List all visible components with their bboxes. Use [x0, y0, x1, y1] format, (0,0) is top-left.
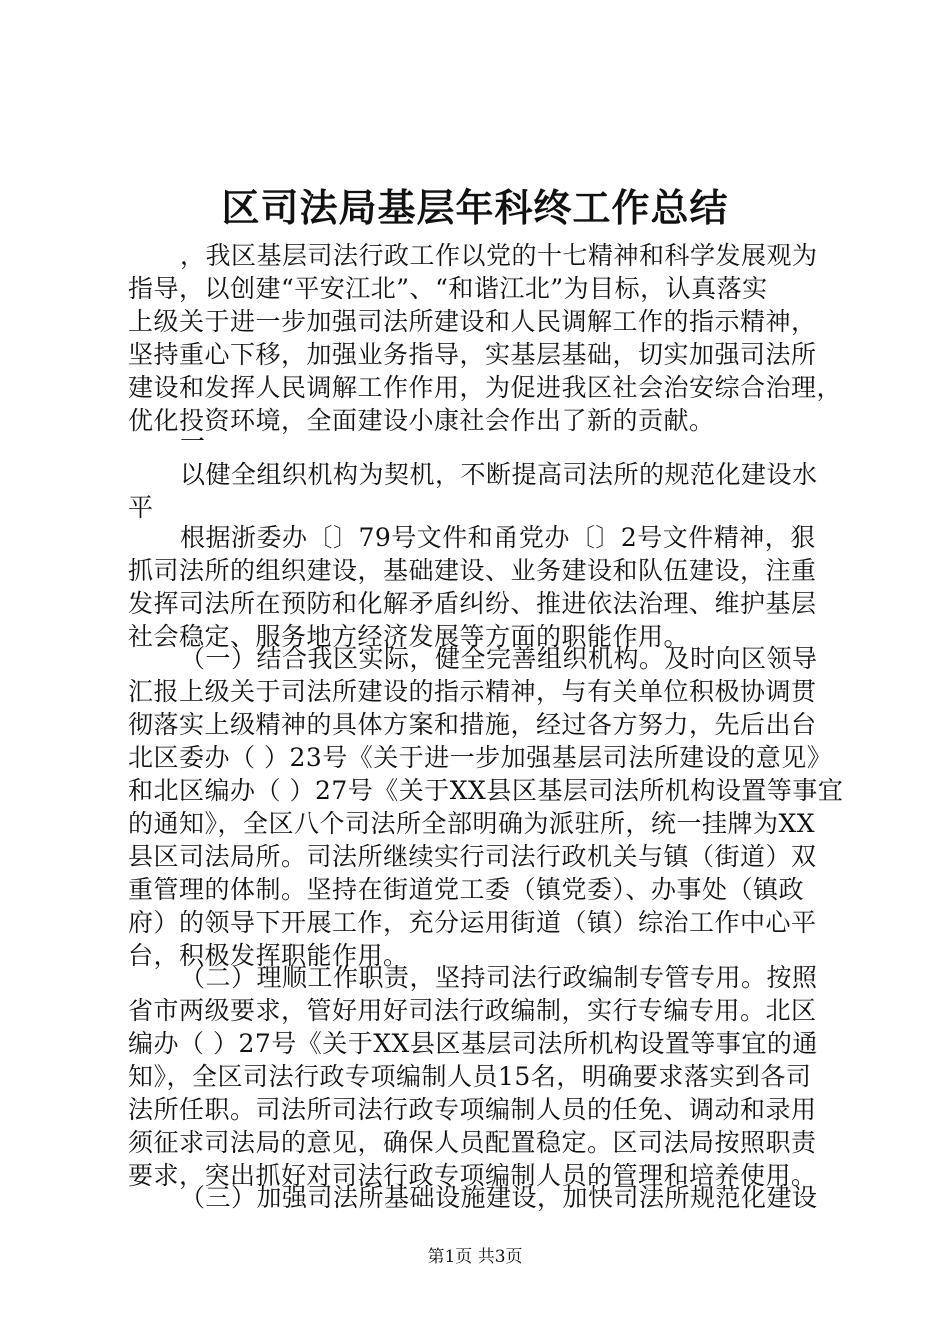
body-line: 抓司法所的组织建设，基础建设、业务建设和队伍建设，注重	[128, 556, 817, 585]
body-line: 和北区编办（ ）27号《关于XX县区基层司法所机构设置等事宜	[128, 776, 844, 805]
body-line: ，我区基层司法行政工作以党的十七精神和科学发展观为	[180, 241, 818, 270]
body-line: （二）理顺工作职责，坚持司法行政编制专管专用。按照	[180, 963, 818, 992]
document-title: 区司法局基层年科终工作总结	[221, 185, 729, 230]
body-line: 要求，突出抓好对司法行政专项编制人员的管理和培养使用。	[128, 1161, 817, 1190]
body-line: 县区司法局所。司法所继续实行司法行政机关与镇（街道）双	[128, 842, 817, 871]
body-line: 优化投资环境，全面建设小康社会作出了新的贡献。	[128, 406, 715, 435]
body-line: 重管理的体制。坚持在街道党工委（镇党委）、办事处（镇政	[128, 875, 805, 904]
body-line: 编办（ ）27号《关于XX县区基层司法所机构设置等事宜的通	[128, 1029, 818, 1058]
body-line: 知》，全区司法行政专项编制人员15名，明确要求落实到各司	[128, 1062, 812, 1091]
body-line: 的通知》，全区八个司法所全部明确为派驻所，统一挂牌为XX	[128, 809, 816, 838]
body-line: 根据浙委办〔〕79号文件和甬党办〔〕2号文件精神，狠	[180, 523, 816, 552]
body-line: 法所任职。司法所司法行政专项编制人员的任免、调动和录用	[128, 1095, 817, 1124]
body-line: 上级关于进一步加强司法所建设和人民调解工作的指示精神，	[128, 307, 817, 336]
body-line: （三）加强司法所基础设施建设，加快司法所规范化建设	[180, 1183, 818, 1212]
section-heading: 平	[128, 493, 154, 522]
page-number-footer: 第1页 共3页	[427, 1247, 523, 1267]
body-line: 指导，以创建“平安江北”、“和谐江北”为目标，认真落实	[128, 274, 768, 303]
body-line: 省市两级要求，管好用好司法行政编制，实行专编专用。北区	[128, 996, 817, 1025]
body-line: 台，积极发挥职能作用。	[128, 941, 409, 970]
section-heading: 以健全组织机构为契机，不断提高司法所的规范化建设水	[180, 460, 818, 489]
section-number: 一	[180, 427, 206, 456]
body-line: 须征求司法局的意见，确保人员配置稳定。区司法局按照职责	[128, 1128, 817, 1157]
body-line: （一）结合我区实际，健全完善组织机构。及时向区领导	[180, 644, 818, 673]
body-line: 坚持重心下移，加强业务指导，实基层基础，切实加强司法所	[128, 340, 817, 369]
body-line: 汇报上级关于司法所建设的指示精神，与有关单位积极协调贯	[128, 677, 817, 706]
body-line: 发挥司法所在预防和化解矛盾纠纷、推进依法治理、维护基层	[128, 589, 817, 618]
body-line: 府）的领导下开展工作，充分运用街道（镇）综治工作中心平	[128, 908, 817, 937]
body-line: 彻落实上级精神的具体方案和措施，经过各方努力，先后出台	[128, 710, 817, 739]
body-line: 社会稳定、服务地方经济发展等方面的职能作用。	[128, 622, 690, 651]
body-line: 建设和发挥人民调解工作作用，为促进我区社会治安综合治理，	[128, 373, 843, 402]
body-line: 北区委办（ ）23号《关于进一步加强基层司法所建设的意见》	[128, 743, 833, 772]
